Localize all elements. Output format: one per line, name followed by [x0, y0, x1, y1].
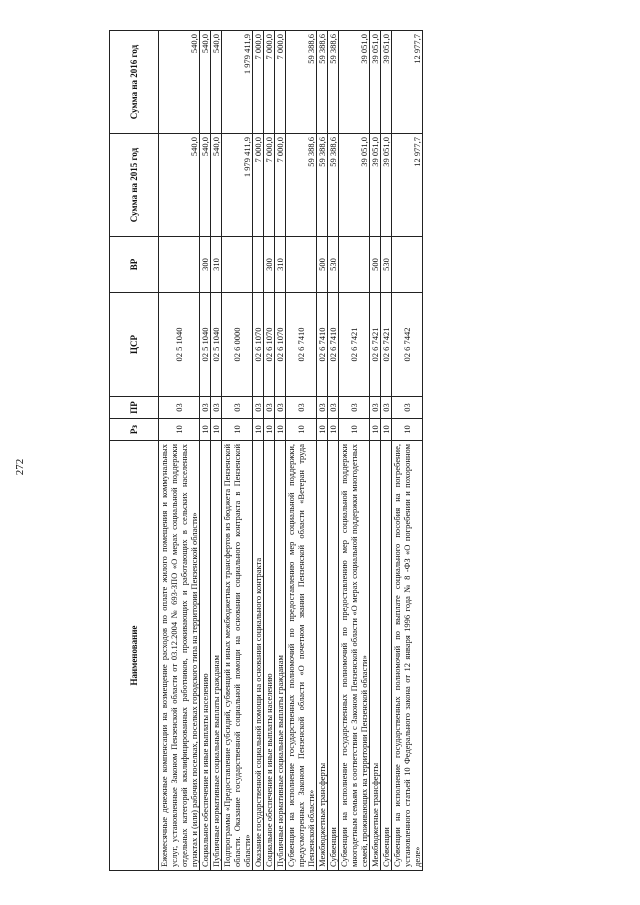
row-name: Социальное обеспечение и иные выплаты населению — [200, 441, 211, 871]
row-pr: 03 — [339, 397, 370, 419]
row-pr: 03 — [159, 397, 200, 419]
row-sum-2016: 540,0 — [200, 31, 211, 134]
row-vr: 500 — [317, 237, 328, 293]
row-name: Субвенции — [328, 441, 339, 871]
header-rz: Рз — [110, 419, 159, 441]
row-name: Оказание государственной социальной помощи на основании социального контракта — [253, 441, 264, 871]
row-rz: 10 — [317, 419, 328, 441]
row-vr: 300 — [200, 237, 211, 293]
row-sum-2015: 7 000,0 — [253, 134, 264, 237]
row-csr: 02 6 0000 — [222, 293, 253, 397]
row-rz: 10 — [222, 419, 253, 441]
row-sum-2015: 7 000,0 — [275, 134, 286, 237]
row-sum-2016: 39 051,0 — [339, 31, 370, 134]
row-csr: 02 6 7410 — [317, 293, 328, 397]
row-pr: 03 — [253, 397, 264, 419]
row-pr: 03 — [275, 397, 286, 419]
row-csr: 02 6 1070 — [253, 293, 264, 397]
row-sum-2016: 59 388,6 — [317, 31, 328, 134]
row-name: Межбюджетные трансферты — [317, 441, 328, 871]
row-vr: 310 — [275, 237, 286, 293]
row-vr: 500 — [370, 237, 381, 293]
row-sum-2015: 39 051,0 — [370, 134, 381, 237]
row-vr: 310 — [211, 237, 222, 293]
row-pr: 03 — [370, 397, 381, 419]
row-rz: 10 — [159, 419, 200, 441]
row-sum-2015: 59 388,6 — [286, 134, 317, 237]
row-pr: 03 — [317, 397, 328, 419]
row-sum-2015: 540,0 — [211, 134, 222, 237]
row-sum-2016: 39 051,0 — [381, 31, 392, 134]
row-vr — [286, 237, 317, 293]
row-pr: 03 — [264, 397, 275, 419]
row-sum-2016: 7 000,0 — [264, 31, 275, 134]
row-pr: 03 — [392, 397, 423, 419]
row-vr — [339, 237, 370, 293]
table-header-row — [110, 31, 159, 871]
row-sum-2016: 7 000,0 — [275, 31, 286, 134]
row-vr — [222, 237, 253, 293]
table-row — [264, 31, 275, 871]
row-name: Субвенции на исполнение государственных полномочий по предоставлению мер социальной поддержки, предусмотренных Законом Пензенской области «О почетном звании Пензенской области «Ветеран труда Пензенской области» — [286, 441, 317, 871]
row-sum-2015: 540,0 — [159, 134, 200, 237]
header-csr: ЦСР — [110, 293, 159, 397]
row-pr: 03 — [328, 397, 339, 419]
row-csr: 02 6 7410 — [328, 293, 339, 397]
row-pr: 03 — [200, 397, 211, 419]
header-name: Наименование — [110, 441, 159, 871]
header-pr: ПР — [110, 397, 159, 419]
table-row — [286, 31, 317, 871]
table-row — [317, 31, 328, 871]
header-sum-2015: Сумма на 2015 год — [110, 134, 159, 237]
row-csr: 02 5 1040 — [200, 293, 211, 397]
row-name: Публичные нормативные социальные выплаты гражданам — [275, 441, 286, 871]
row-csr: 02 6 7421 — [339, 293, 370, 397]
row-rz: 10 — [200, 419, 211, 441]
row-sum-2015: 59 388,6 — [328, 134, 339, 237]
row-name: Подпрограмма «Предоставление субсидий, субвенций и иных межбюджетных трансфертов из бюджета Пензенской области. Оказание государственной социальной помощи на основании социального контракта в Пензенской области» — [222, 441, 253, 871]
row-sum-2015: 7 000,0 — [264, 134, 275, 237]
row-csr: 02 5 1040 — [211, 293, 222, 397]
row-rz: 10 — [253, 419, 264, 441]
row-csr: 02 6 7442 — [392, 293, 423, 397]
row-rz: 10 — [370, 419, 381, 441]
row-sum-2016: 1 979 411,9 — [222, 31, 253, 134]
row-rz: 10 — [211, 419, 222, 441]
row-rz: 10 — [339, 419, 370, 441]
header-vr: ВР — [110, 237, 159, 293]
row-vr: 530 — [381, 237, 392, 293]
row-pr: 03 — [381, 397, 392, 419]
row-rz: 10 — [328, 419, 339, 441]
row-name: Публичные нормативные социальные выплаты гражданам — [211, 441, 222, 871]
table-row — [328, 31, 339, 871]
row-csr: 02 6 1070 — [264, 293, 275, 397]
table-row — [275, 31, 286, 871]
row-sum-2015: 540,0 — [200, 134, 211, 237]
table-row — [392, 31, 423, 871]
rotated-page-content — [109, 31, 530, 871]
table-row — [211, 31, 222, 871]
row-name: Субвенции на исполнение государственных полномочий по выплате социального пособия на погребение, установленного статьей 10 Федерального закона от 12 января 1996 года № 8 -ФЗ «О погребении и похоронном деле» — [392, 441, 423, 871]
row-vr — [159, 237, 200, 293]
row-csr: 02 6 7421 — [370, 293, 381, 397]
row-csr: 02 6 7421 — [381, 293, 392, 397]
row-pr: 03 — [286, 397, 317, 419]
row-csr: 02 6 7410 — [286, 293, 317, 397]
row-sum-2016: 59 388,6 — [286, 31, 317, 134]
row-sum-2015: 39 051,0 — [339, 134, 370, 237]
row-sum-2016: 59 388,6 — [328, 31, 339, 134]
row-name: Субвенции — [381, 441, 392, 871]
table-row — [222, 31, 253, 871]
table-row — [200, 31, 211, 871]
row-sum-2015: 12 977,7 — [392, 134, 423, 237]
row-rz: 10 — [264, 419, 275, 441]
table-row — [370, 31, 381, 871]
budget-table — [109, 30, 423, 871]
row-sum-2016: 540,0 — [159, 31, 200, 134]
row-rz: 10 — [392, 419, 423, 441]
row-sum-2015: 59 388,6 — [317, 134, 328, 237]
row-vr: 530 — [328, 237, 339, 293]
row-rz: 10 — [381, 419, 392, 441]
row-rz: 10 — [275, 419, 286, 441]
row-sum-2016: 7 000,0 — [253, 31, 264, 134]
row-sum-2015: 39 051,0 — [381, 134, 392, 237]
row-name: Субвенции на исполнение государственных полномочий по предоставлению мер социальной поддержки многодетным семьям в соответствии с Законом Пензенской области «О мерах социальной поддержки многодетных семей, проживающих на территории Пензенской области» — [339, 441, 370, 871]
row-pr: 03 — [222, 397, 253, 419]
row-csr: 02 5 1040 — [159, 293, 200, 397]
row-vr: 300 — [264, 237, 275, 293]
row-pr: 03 — [211, 397, 222, 419]
table-row — [339, 31, 370, 871]
row-sum-2016: 12 977,7 — [392, 31, 423, 134]
row-name: Социальное обеспечение и иные выплаты населению — [264, 441, 275, 871]
header-sum-2016: Сумма на 2016 год — [110, 31, 159, 134]
row-sum-2016: 39 051,0 — [370, 31, 381, 134]
row-name: Ежемесячные денежные компенсации на возмещение расходов по оплате жилого помещения и коммунальных услуг, установленные Законом Пензенской области от 03.12.2004 № 693-ЗПО «О мерах социальной поддержки отдельных категорий квалифицированных работников, проживающих и работающих в сельских населенных пунктах и (или) рабочих поселках, поселках городского типа на территории Пензенской области» — [159, 441, 200, 871]
row-sum-2015: 1 979 411,9 — [222, 134, 253, 237]
row-csr: 02 6 1070 — [275, 293, 286, 397]
row-sum-2016: 540,0 — [211, 31, 222, 134]
row-rz: 10 — [286, 419, 317, 441]
table-row — [159, 31, 200, 871]
row-vr — [253, 237, 264, 293]
row-name: Межбюджетные трансферты — [370, 441, 381, 871]
page-number: 272 — [14, 458, 26, 476]
table-row — [253, 31, 264, 871]
row-vr — [392, 237, 423, 293]
table-row — [381, 31, 392, 871]
